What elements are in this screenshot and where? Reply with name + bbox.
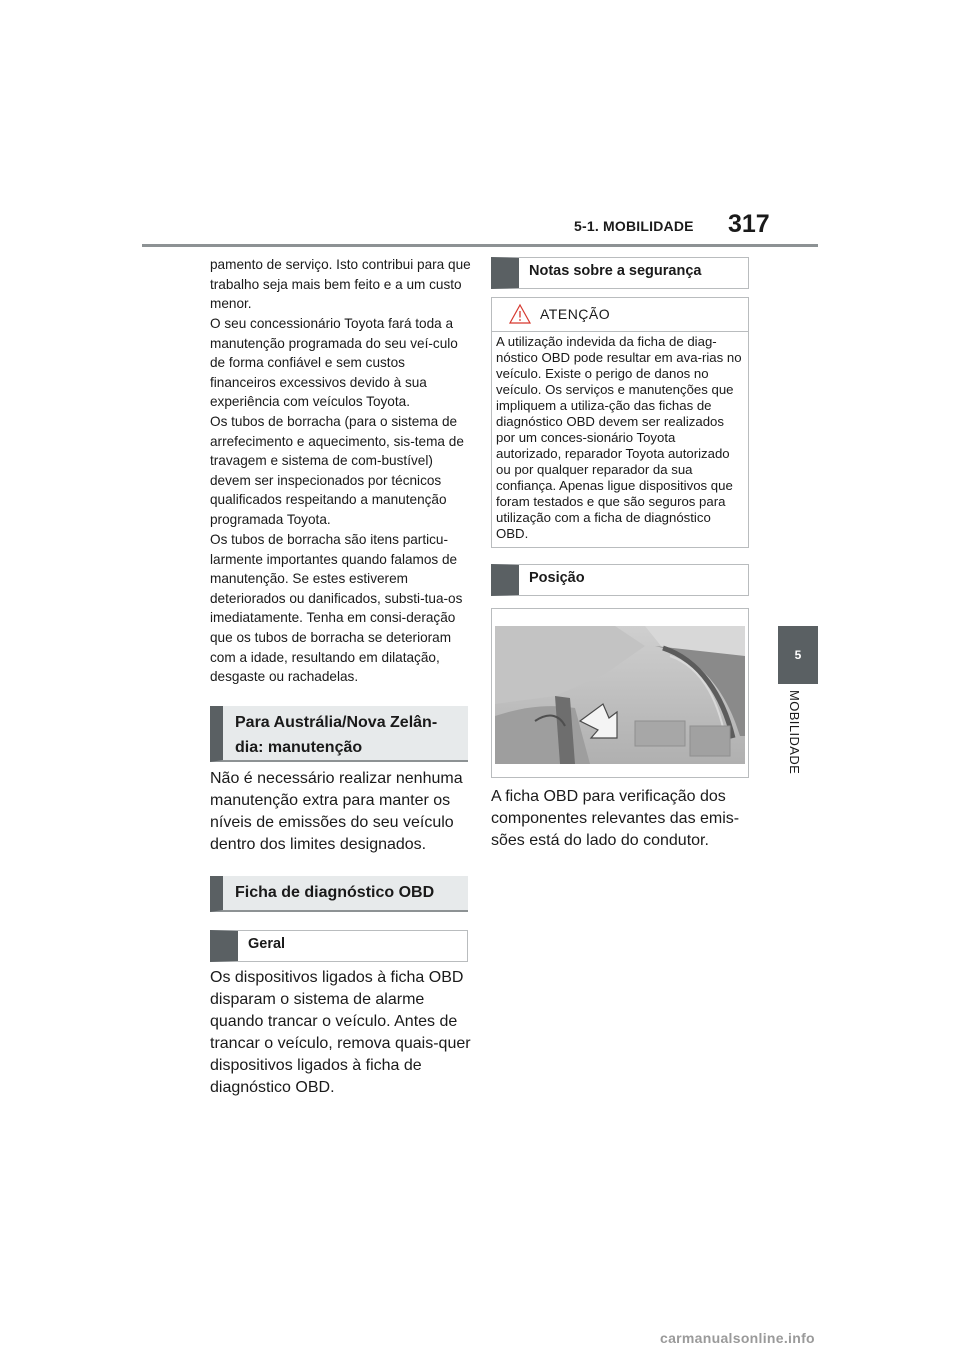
heading-australia: Para Austrália/Nova Zelân-dia: manutenção	[210, 706, 468, 762]
warning-title-row	[492, 298, 748, 330]
paragraph-hoses-inspection: Os tubos de borracha (para o sistema de arrefecimento e aquecimento, sis-tema de travagem e sistema de com-bustível) devem ser inspecionados por técnicos qualificados respeitando a manutenção programada Toyota.	[210, 414, 464, 527]
section-title: 5-1. MOBILIDADE	[574, 218, 694, 234]
subheading-general: Geral	[210, 930, 468, 962]
heading-obd: Ficha de diagnóstico OBD	[210, 876, 468, 912]
subheading-position: Posição	[491, 564, 749, 596]
warning-title: ATENÇÃO	[540, 306, 611, 322]
paragraph-hoses-importance: Os tubos de borracha são itens particu-larmente importantes quando falamos de manutenção. Se estes estiverem deteriorados ou danificados, substi-tua-os imediatamente. Tenha em consi-deração que os tubos de borracha se deterioram com a idade, resultando em dilatação, desgaste ou rachadelas.	[210, 532, 463, 685]
chapter-label: MOBILIDADE	[787, 690, 802, 775]
subheading-safety: Notas sobre a segurança	[491, 257, 749, 289]
warning-text: A utilização indevida da ficha de diag-nóstico OBD pode resultar em ava-rias no veículo. Existe o perigo de danos no veículo. Os serviços e manutenções que impliquem a utiliza-ção das fichas de diagnóstico OBD devem ser realizados por um conces-sionário Toyota autorizado, reparador Toyota autorizado ou por qualquer reparador da sua confiança. Apenas ligue dispositivos que foram testados e que são seguros para utilização com a ficha de diagnóstico OBD.	[496, 334, 742, 541]
warning-box	[491, 297, 749, 548]
paragraph-dealer: O seu concessionário Toyota fará toda a manutenção programada do seu veí-culo de forma confiável e sem custos financeiros excessivos devido à sua experiência com veículos Toyota.	[210, 316, 458, 410]
paragraph-general: Os dispositivos ligados à ficha OBD disparam o sistema de alarme quando trancar o veículo. Antes de trancar o veículo, remova quais-quer dispositivos ligados à ficha de diagnóstico OBD.	[210, 969, 471, 1096]
warning-triangle-icon	[508, 303, 532, 325]
header-rule	[142, 244, 818, 247]
image-caption: A ficha OBD para verificação dos componentes relevantes das emis-sões está do lado do condutor.	[491, 788, 740, 849]
watermark: carmanualsonline.info	[660, 1330, 815, 1346]
image-frame	[491, 608, 749, 778]
paragraph-australia: Não é necessário realizar nenhuma manutenção extra para manter os níveis de emissões do seu veículo dentro dos limites designados.	[210, 770, 463, 853]
paragraph-service: pamento de serviço. Isto contribui para que trabalho seja mais bem feito e a um custo menor.	[210, 257, 471, 312]
warning-divider	[492, 331, 748, 332]
chapter-tab: 5	[778, 626, 818, 684]
obd-port-location-illustration	[495, 626, 745, 764]
page-number: 317	[728, 210, 770, 238]
